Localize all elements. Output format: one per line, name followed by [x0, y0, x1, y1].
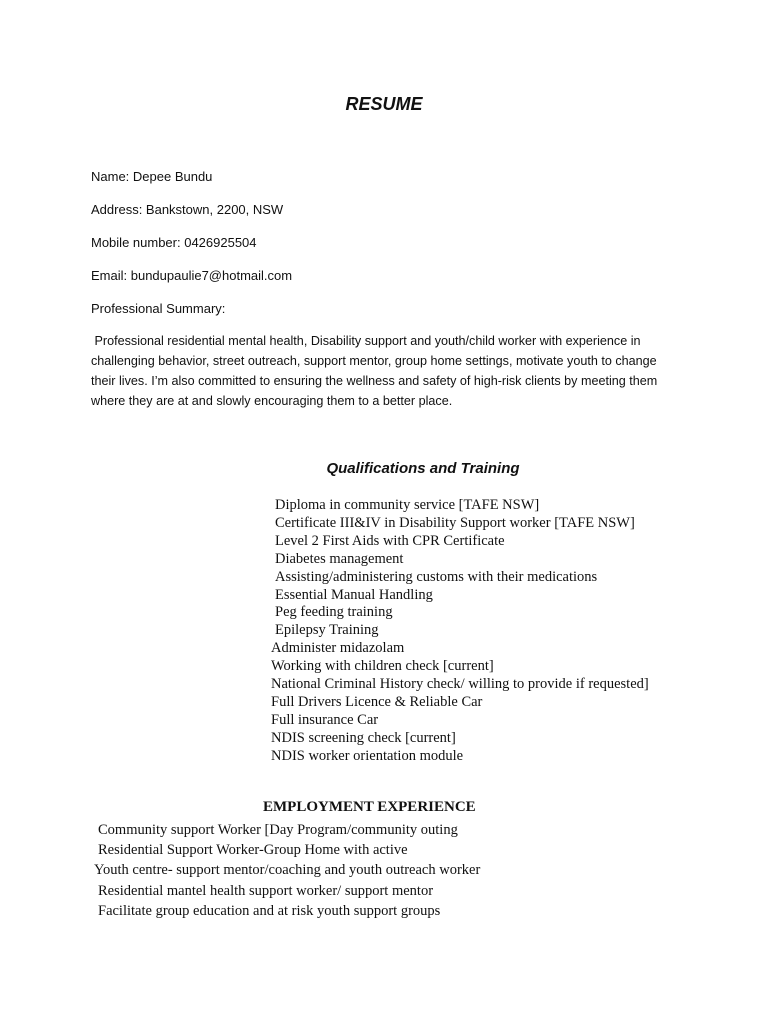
- summary-label: Professional Summary:: [91, 301, 226, 316]
- employment-heading: EMPLOYMENT EXPERIENCE: [263, 799, 476, 815]
- employment-item: Residential mantel health support worker/ support mentor: [98, 882, 434, 899]
- name-line: Name: Depee Bundu: [91, 169, 213, 184]
- summary-line: their lives. I’m also committed to ensuring the wellness and safety of high-risk clients by meeting them: [91, 374, 658, 388]
- qualification-item: Full insurance Car: [271, 711, 379, 728]
- qualifications-list: [271, 497, 649, 766]
- employment-list: [94, 820, 480, 921]
- qualification-item: NDIS screening check [current]: [271, 729, 456, 746]
- qualification-item: Assisting/administering customs with their medications: [275, 568, 598, 585]
- qualification-item: Essential Manual Handling: [275, 586, 433, 603]
- qualifications-heading: Qualifications and Training: [326, 460, 520, 477]
- employment-item: Community support Worker [Day Program/community outing: [98, 822, 458, 838]
- qualification-item: Certificate III&IV in Disability Support worker [TAFE NSW]: [275, 514, 635, 531]
- qualification-item: National Criminal History check/ willing to provide if requested]: [271, 676, 649, 693]
- mobile-line: Mobile number: 0426925504: [91, 235, 257, 250]
- summary-line: challenging behavior, street outreach, support mentor, group home settings, motivate youth to change: [91, 354, 657, 368]
- qualification-item: Working with children check [current]: [271, 658, 494, 675]
- employment-item: Facilitate group education and at risk youth support groups: [98, 902, 441, 919]
- professional-summary: [91, 331, 681, 411]
- qualification-item: Diploma in community service [TAFE NSW]: [275, 497, 540, 513]
- summary-line: where they are at and slowly encouraging them to a better place.: [91, 394, 453, 408]
- qualification-item: NDIS worker orientation module: [271, 747, 464, 764]
- address-line: Address: Bankstown, 2200, NSW: [91, 202, 284, 217]
- employment-item: Residential Support Worker-Group Home with active: [98, 842, 408, 859]
- employment-item: Youth centre- support mentor/coaching and youth outreach worker: [94, 862, 481, 879]
- qualification-item: Peg feeding training: [275, 604, 393, 621]
- resume-title: RESUME: [345, 94, 423, 114]
- summary-line: Professional residential mental health, Disability support and youth/child worker with experience in: [91, 334, 641, 348]
- qualification-item: Full Drivers Licence & Reliable Car: [271, 693, 483, 710]
- qualification-item: Level 2 First Aids with CPR Certificate: [275, 532, 505, 549]
- qualification-item: Diabetes management: [275, 550, 404, 567]
- email-line: Email: bundupaulie7@hotmail.com: [91, 268, 293, 283]
- qualification-item: Epilepsy Training: [275, 622, 379, 639]
- qualification-item: Administer midazolam: [271, 640, 405, 657]
